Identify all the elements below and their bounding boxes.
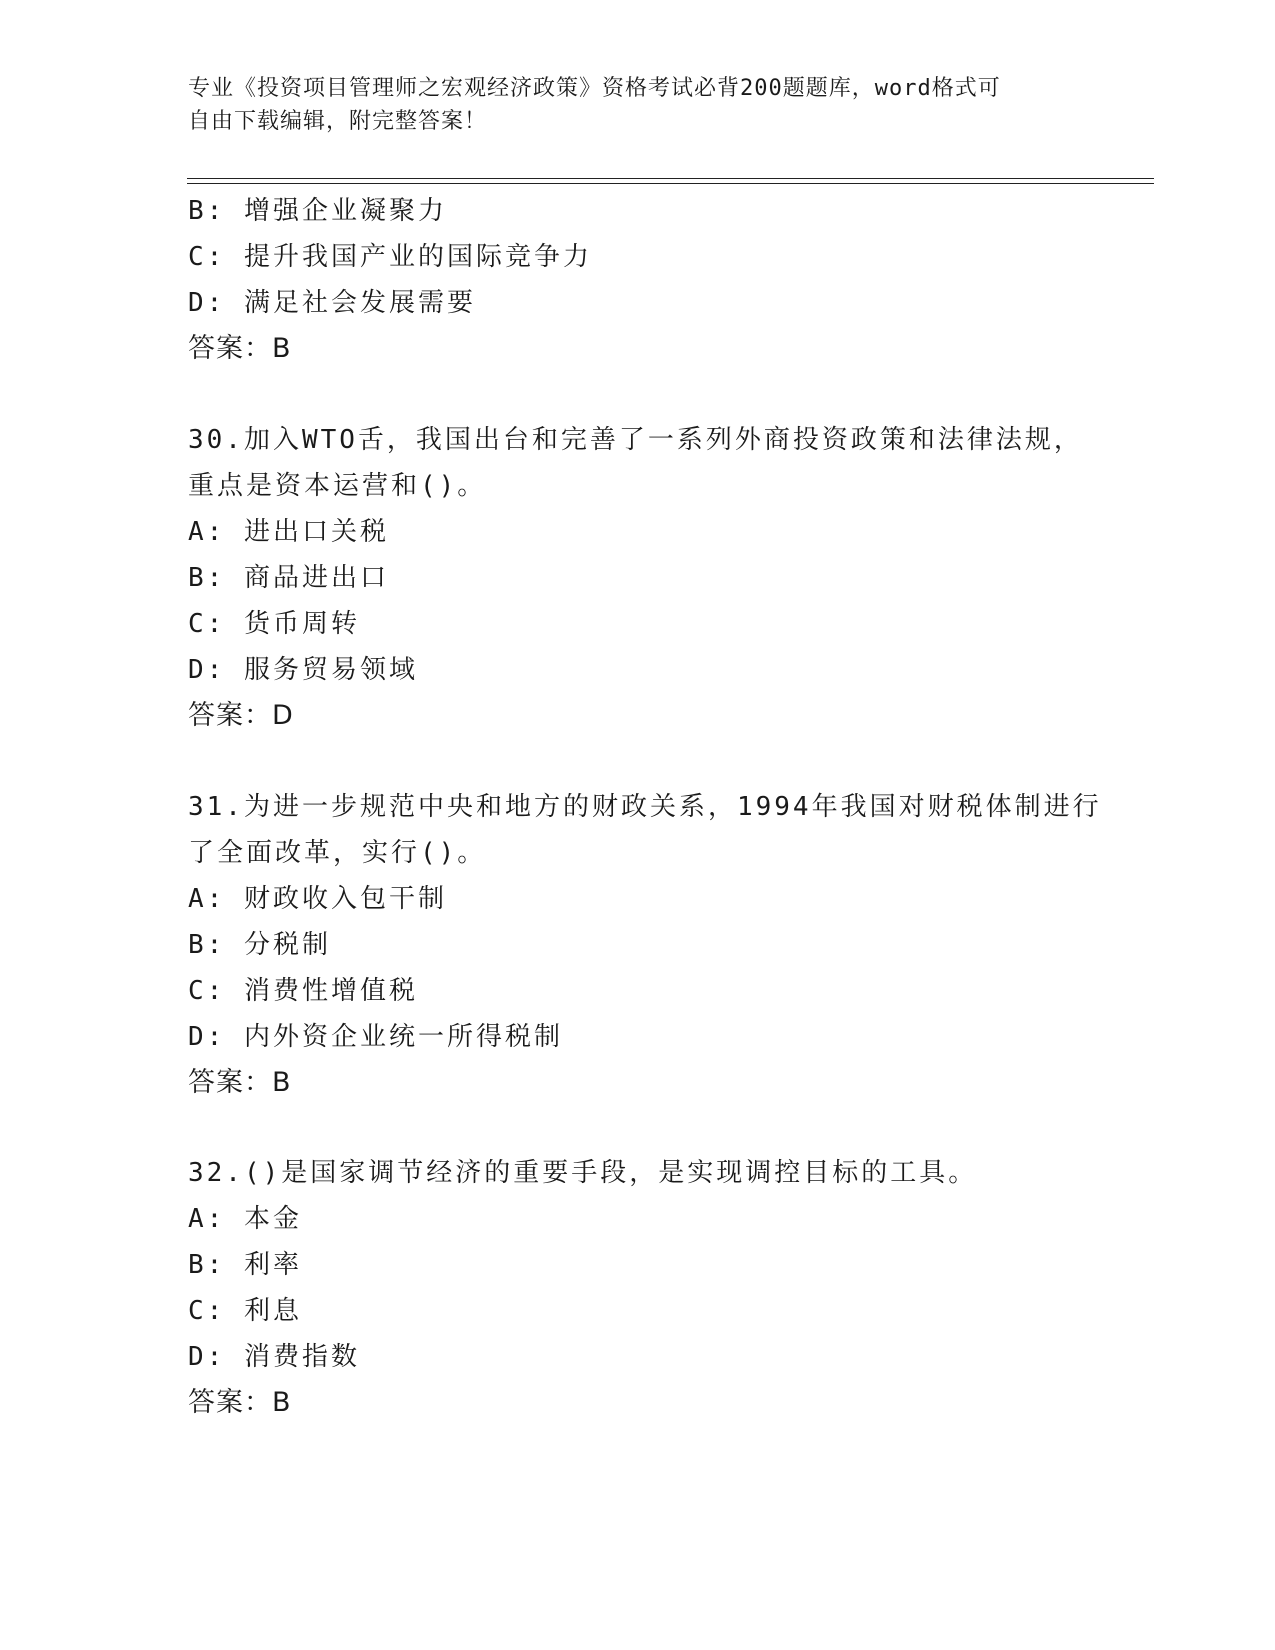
option-d: D: 满足社会发展需要: [188, 288, 476, 318]
option-c: C: 利息: [188, 1296, 302, 1326]
option-b: B: 商品进出口: [188, 563, 389, 593]
question-list: [188, 188, 1102, 1426]
option-a: A: 本金: [188, 1204, 302, 1234]
spacer: [188, 372, 1088, 417]
option-a: A: 财政收入包干制: [188, 884, 447, 914]
document-header: [188, 72, 1088, 138]
option-c: C: 提升我国产业的国际竞争力: [188, 242, 592, 272]
answer-line: 答案：D: [188, 700, 294, 731]
option-d: D: 服务贸易领域: [188, 655, 418, 685]
option-c: C: 货币周转: [188, 609, 360, 639]
header-divider-top: [187, 178, 1154, 179]
question-29-tail: [188, 188, 1088, 372]
answer-line: 答案：B: [188, 333, 292, 364]
option-b: B: 分税制: [188, 930, 331, 960]
spacer: [188, 1106, 1088, 1150]
question-30: [188, 417, 1088, 739]
question-31: [188, 784, 1102, 1106]
answer-line: 答案：B: [188, 1067, 292, 1098]
option-d: D: 消费指数: [188, 1342, 360, 1372]
option-a: A: 进出口关税: [188, 517, 389, 547]
question-text: 30.加入WTO舌，我国出台和完善了一系列外商投资政策和法律法规，: [188, 425, 1083, 455]
option-c: C: 消费性增值税: [188, 976, 418, 1006]
question-text: 31.为进一步规范中央和地方的财政关系，1994年我国对财税体制进行: [188, 792, 1102, 822]
header-title-line-2: 自由下载编辑，附完整答案！: [188, 109, 488, 134]
question-text-continued: 了全面改革，实行()。: [188, 838, 487, 868]
option-d: D: 内外资企业统一所得税制: [188, 1022, 563, 1052]
header-title-line-1: 专业《投资项目管理师之宏观经济政策》资格考试必背200题题库，word格式可: [188, 76, 1001, 101]
answer-line: 答案：B: [188, 1387, 292, 1418]
spacer: [188, 739, 1088, 784]
question-text: 32.()是国家调节经济的重要手段，是实现调控目标的工具。: [188, 1158, 978, 1188]
option-b: B: 利率: [188, 1250, 302, 1280]
option-b: B: 增强企业凝聚力: [188, 196, 447, 226]
question-text-continued: 重点是资本运营和()。: [188, 471, 487, 501]
header-divider-bottom: [187, 183, 1154, 184]
question-32: [188, 1150, 1088, 1426]
